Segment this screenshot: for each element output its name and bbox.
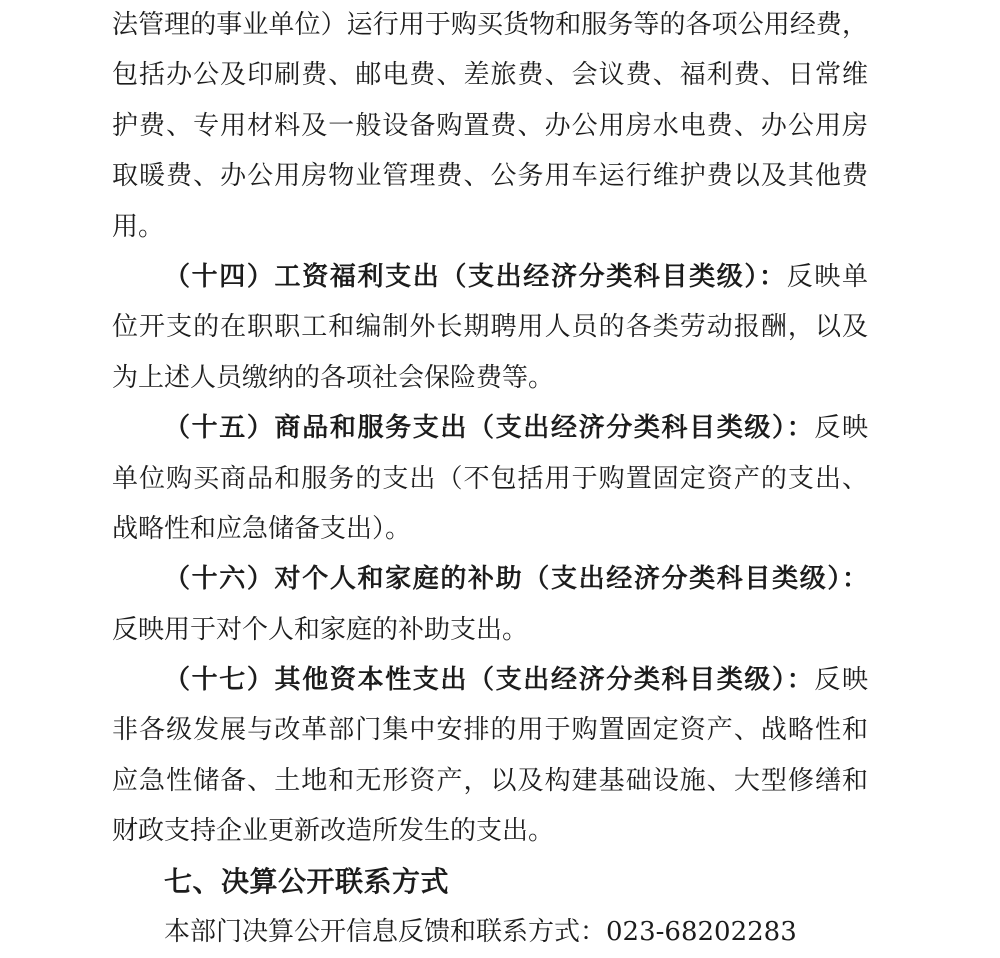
text-segment: 单位购买商品和服务的支出（不包括用于购置固定资产的支出、 [112, 463, 868, 494]
para-item-16-individual-family [112, 554, 868, 655]
text-segment: 战略性和应急储备支出）。 [112, 513, 412, 544]
section-7-heading [112, 857, 868, 907]
text-segment: 为上述人员缴纳的各项社会保险费等。 [112, 362, 555, 393]
text-line [112, 857, 868, 907]
text-line [112, 202, 868, 252]
para-contact [112, 907, 868, 957]
text-segment: 位开支的在职职工和编制外长期聘用人员的各类劳动报酬，以及 [112, 312, 868, 343]
text-line [112, 101, 868, 151]
text-line [112, 252, 868, 302]
text-line [112, 605, 868, 655]
text-line [112, 302, 868, 352]
para-item-15-goods-services [112, 403, 868, 554]
section-heading-text: 七、决算公开联系方式 [164, 864, 450, 898]
phone-number: 023-68202283 [606, 917, 797, 948]
text-line [112, 907, 868, 957]
paragraph-lead: （十五）商品和服务支出（支出经济分类科目类级）： [164, 413, 815, 444]
text-segment: 非各级发展与改革部门集中安排的用于购置固定资产、战略性和 [112, 715, 868, 746]
para-public-funds-continued [112, 0, 868, 252]
text-line [112, 353, 868, 403]
text-line [112, 705, 868, 755]
para-item-17-other-capital [112, 655, 868, 857]
text-segment: 护费、专用材料及一般设备购置费、办公用房水电费、办公用房 [112, 110, 868, 141]
text-line [112, 756, 868, 806]
text-line [112, 403, 868, 453]
text-segment: 反映 [814, 665, 868, 696]
text-line [112, 504, 868, 554]
paragraph-lead: （十四）工资福利支出（支出经济分类科目类级）： [164, 261, 787, 292]
text-segment: 应急性储备、土地和无形资产，以及构建基础设施、大型修缮和 [112, 765, 868, 796]
text-line [112, 151, 868, 201]
paragraph-lead: （十七）其他资本性支出（支出经济分类科目类级）： [164, 665, 815, 696]
text-line [112, 50, 868, 100]
para-item-14-salary-welfare [112, 252, 868, 403]
text-segment: 财政支持企业更新改造所发生的支出。 [112, 816, 555, 847]
text-line [112, 554, 868, 604]
text-segment: 反映用于对个人和家庭的补助支出。 [112, 614, 529, 645]
text-segment: 包括办公及印刷费、邮电费、差旅费、会议费、福利费、日常维 [112, 60, 868, 91]
text-segment: 反映 [814, 413, 868, 444]
text-line [112, 454, 868, 504]
text-segment: 取暖费、办公用房物业管理费、公务用车运行维护费以及其他费 [112, 161, 868, 192]
text-segment: 用。 [112, 211, 165, 242]
text-segment: 法管理的事业单位）运行用于购买货物和服务等的各项公用经费， [112, 10, 868, 40]
text-segment: 反映单 [786, 261, 868, 292]
text-line [112, 806, 868, 856]
paragraph-lead: （十六）对个人和家庭的补助（支出经济分类科目类级）： [164, 564, 868, 595]
text-line [112, 655, 868, 705]
text-line [112, 0, 868, 50]
contact-label: 本部门决算公开信息反馈和联系方式： [164, 917, 607, 948]
